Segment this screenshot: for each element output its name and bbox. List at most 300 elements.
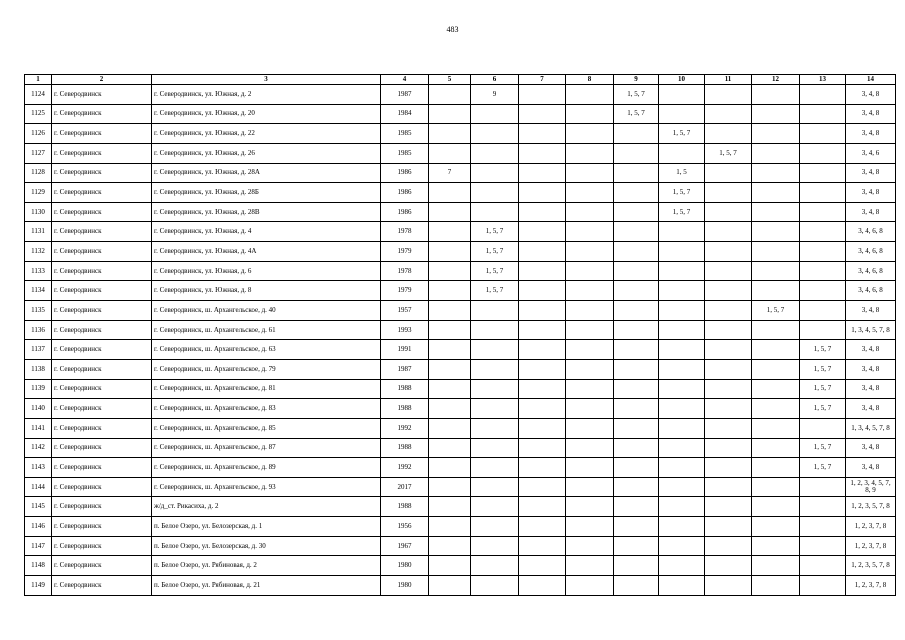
column-11-cell — [705, 104, 752, 124]
column-14-cell: 3, 4, 8 — [846, 85, 896, 105]
table-row — [25, 359, 896, 379]
column-7-cell — [519, 85, 566, 105]
column-13-cell: 1, 5, 7 — [800, 340, 846, 360]
year-cell: 1986 — [381, 202, 429, 222]
row-number-cell: 1126 — [25, 124, 52, 144]
column-6-cell — [471, 399, 519, 419]
column-7-cell — [519, 556, 566, 576]
address-cell: г. Северодвинск, ул. Южная, д. 28В — [152, 202, 381, 222]
column-6-cell — [471, 143, 519, 163]
column-10-cell — [659, 104, 705, 124]
table-row — [25, 301, 896, 321]
column-9-cell: 1, 5, 7 — [614, 85, 659, 105]
column-9-cell — [614, 281, 659, 301]
column-7-cell — [519, 340, 566, 360]
column-14-cell: 3, 4, 6, 8 — [846, 281, 896, 301]
column-6-cell — [471, 536, 519, 556]
column-header: 9 — [614, 75, 659, 85]
row-number-cell: 1124 — [25, 85, 52, 105]
column-12-cell — [752, 85, 800, 105]
column-5-cell — [429, 399, 471, 419]
column-12-cell — [752, 202, 800, 222]
table-row — [25, 576, 896, 596]
column-10-cell: 1, 5, 7 — [659, 202, 705, 222]
municipality-cell: г. Северодвинск — [52, 85, 152, 105]
column-10-cell — [659, 576, 705, 596]
column-12-cell — [752, 222, 800, 242]
row-number-cell: 1133 — [25, 261, 52, 281]
column-9-cell — [614, 222, 659, 242]
column-5-cell — [429, 536, 471, 556]
column-11-cell — [705, 301, 752, 321]
column-11-cell — [705, 242, 752, 262]
data-table — [24, 74, 896, 596]
column-12-cell — [752, 320, 800, 340]
column-6-cell — [471, 183, 519, 203]
column-14-cell: 1, 2, 3, 5, 7, 8 — [846, 497, 896, 517]
column-9-cell — [614, 458, 659, 478]
column-10-cell — [659, 418, 705, 438]
column-12-cell — [752, 183, 800, 203]
table-row — [25, 163, 896, 183]
column-9-cell — [614, 143, 659, 163]
column-header: 12 — [752, 75, 800, 85]
table-row — [25, 340, 896, 360]
column-11-cell — [705, 85, 752, 105]
column-14-cell: 3, 4, 6, 8 — [846, 222, 896, 242]
municipality-cell: г. Северодвинск — [52, 222, 152, 242]
row-number-cell: 1137 — [25, 340, 52, 360]
address-cell: п. Белое Озеро, ул. Белозерская, д. 1 — [152, 517, 381, 537]
column-9-cell — [614, 399, 659, 419]
column-5-cell — [429, 301, 471, 321]
column-5-cell — [429, 281, 471, 301]
municipality-cell: г. Северодвинск — [52, 202, 152, 222]
column-header: 5 — [429, 75, 471, 85]
table-row — [25, 477, 896, 497]
column-11-cell — [705, 379, 752, 399]
year-cell: 1985 — [381, 143, 429, 163]
municipality-cell: г. Северодвинск — [52, 477, 152, 497]
column-14-cell: 3, 4, 8 — [846, 163, 896, 183]
column-8-cell — [566, 85, 614, 105]
column-9-cell — [614, 202, 659, 222]
column-8-cell — [566, 379, 614, 399]
address-cell: г. Северодвинск, ул. Южная, д. 6 — [152, 261, 381, 281]
row-number-cell: 1145 — [25, 497, 52, 517]
column-9-cell — [614, 536, 659, 556]
column-7-cell — [519, 418, 566, 438]
column-11-cell — [705, 340, 752, 360]
row-number-cell: 1131 — [25, 222, 52, 242]
municipality-cell: г. Северодвинск — [52, 104, 152, 124]
column-6-cell: 1, 5, 7 — [471, 222, 519, 242]
column-11-cell — [705, 359, 752, 379]
column-7-cell — [519, 124, 566, 144]
column-11-cell: 1, 5, 7 — [705, 143, 752, 163]
column-13-cell: 1, 5, 7 — [800, 438, 846, 458]
column-8-cell — [566, 222, 614, 242]
table-row — [25, 497, 896, 517]
column-6-cell — [471, 458, 519, 478]
municipality-cell: г. Северодвинск — [52, 261, 152, 281]
column-12-cell — [752, 104, 800, 124]
column-9-cell — [614, 556, 659, 576]
column-10-cell — [659, 222, 705, 242]
municipality-cell: г. Северодвинск — [52, 379, 152, 399]
address-cell: г. Северодвинск, ш. Архангельское, д. 63 — [152, 340, 381, 360]
municipality-cell: г. Северодвинск — [52, 458, 152, 478]
column-8-cell — [566, 497, 614, 517]
table-row — [25, 261, 896, 281]
column-12-cell — [752, 477, 800, 497]
column-5-cell — [429, 379, 471, 399]
column-11-cell — [705, 222, 752, 242]
column-10-cell — [659, 242, 705, 262]
column-9-cell — [614, 183, 659, 203]
column-6-cell: 9 — [471, 85, 519, 105]
column-13-cell — [800, 261, 846, 281]
column-7-cell — [519, 183, 566, 203]
column-11-cell — [705, 281, 752, 301]
column-10-cell — [659, 143, 705, 163]
column-9-cell — [614, 477, 659, 497]
table-row — [25, 104, 896, 124]
column-9-cell — [614, 163, 659, 183]
column-11-cell — [705, 576, 752, 596]
column-13-cell — [800, 124, 846, 144]
municipality-cell: г. Северодвинск — [52, 163, 152, 183]
column-7-cell — [519, 379, 566, 399]
column-14-cell: 1, 2, 3, 4, 5, 7, 8, 9 — [846, 477, 896, 497]
column-8-cell — [566, 301, 614, 321]
column-5-cell: 7 — [429, 163, 471, 183]
column-6-cell: 1, 5, 7 — [471, 281, 519, 301]
column-5-cell — [429, 576, 471, 596]
column-6-cell — [471, 124, 519, 144]
column-5-cell — [429, 340, 471, 360]
header-row — [25, 75, 896, 85]
municipality-cell: г. Северодвинск — [52, 340, 152, 360]
column-7-cell — [519, 576, 566, 596]
row-number-cell: 1148 — [25, 556, 52, 576]
year-cell: 1993 — [381, 320, 429, 340]
column-13-cell — [800, 281, 846, 301]
row-number-cell: 1129 — [25, 183, 52, 203]
column-8-cell — [566, 320, 614, 340]
column-10-cell: 1, 5, 7 — [659, 183, 705, 203]
column-9-cell — [614, 359, 659, 379]
column-5-cell — [429, 517, 471, 537]
row-number-cell: 1138 — [25, 359, 52, 379]
column-6-cell — [471, 517, 519, 537]
column-8-cell — [566, 399, 614, 419]
column-8-cell — [566, 104, 614, 124]
column-11-cell — [705, 438, 752, 458]
column-7-cell — [519, 261, 566, 281]
column-5-cell — [429, 418, 471, 438]
column-header: 1 — [25, 75, 52, 85]
column-11-cell — [705, 536, 752, 556]
column-6-cell — [471, 104, 519, 124]
column-5-cell — [429, 458, 471, 478]
column-6-cell — [471, 163, 519, 183]
column-6-cell — [471, 340, 519, 360]
column-8-cell — [566, 556, 614, 576]
column-6-cell: 1, 5, 7 — [471, 242, 519, 262]
row-number-cell: 1139 — [25, 379, 52, 399]
column-5-cell — [429, 183, 471, 203]
table-row — [25, 399, 896, 419]
address-cell: г. Северодвинск, ул. Южная, д. 4А — [152, 242, 381, 262]
row-number-cell: 1146 — [25, 517, 52, 537]
column-12-cell — [752, 536, 800, 556]
column-5-cell — [429, 556, 471, 576]
column-11-cell — [705, 497, 752, 517]
column-12-cell — [752, 143, 800, 163]
column-12-cell — [752, 438, 800, 458]
row-number-cell: 1128 — [25, 163, 52, 183]
address-cell: г. Северодвинск, ш. Архангельское, д. 89 — [152, 458, 381, 478]
column-7-cell — [519, 242, 566, 262]
column-14-cell: 1, 2, 3, 7, 8 — [846, 576, 896, 596]
address-cell: г. Северодвинск, ш. Архангельское, д. 61 — [152, 320, 381, 340]
column-13-cell — [800, 320, 846, 340]
year-cell: 1992 — [381, 458, 429, 478]
column-9-cell — [614, 517, 659, 537]
column-7-cell — [519, 497, 566, 517]
address-cell: г. Северодвинск, ш. Архангельское, д. 87 — [152, 438, 381, 458]
column-12-cell — [752, 458, 800, 478]
column-12-cell — [752, 359, 800, 379]
column-13-cell — [800, 143, 846, 163]
row-number-cell: 1132 — [25, 242, 52, 262]
row-number-cell: 1136 — [25, 320, 52, 340]
column-10-cell — [659, 320, 705, 340]
column-5-cell — [429, 202, 471, 222]
row-number-cell: 1135 — [25, 301, 52, 321]
column-7-cell — [519, 399, 566, 419]
year-cell: 1979 — [381, 281, 429, 301]
column-7-cell — [519, 202, 566, 222]
address-cell: г. Северодвинск, ул. Южная, д. 22 — [152, 124, 381, 144]
column-13-cell — [800, 202, 846, 222]
column-10-cell — [659, 301, 705, 321]
column-header: 7 — [519, 75, 566, 85]
column-10-cell — [659, 477, 705, 497]
address-cell: ж/д_ст. Рикасиха, д. 2 — [152, 497, 381, 517]
row-number-cell: 1147 — [25, 536, 52, 556]
address-cell: г. Северодвинск, ш. Архангельское, д. 93 — [152, 477, 381, 497]
column-8-cell — [566, 458, 614, 478]
table-row — [25, 438, 896, 458]
table-row — [25, 418, 896, 438]
column-10-cell — [659, 556, 705, 576]
column-8-cell — [566, 281, 614, 301]
column-header: 3 — [152, 75, 381, 85]
column-7-cell — [519, 477, 566, 497]
column-8-cell — [566, 536, 614, 556]
column-13-cell: 1, 5, 7 — [800, 359, 846, 379]
column-6-cell — [471, 379, 519, 399]
column-7-cell — [519, 301, 566, 321]
address-cell: г. Северодвинск, ул. Южная, д. 28Б — [152, 183, 381, 203]
year-cell: 1980 — [381, 556, 429, 576]
column-11-cell — [705, 458, 752, 478]
table-row — [25, 320, 896, 340]
column-6-cell — [471, 438, 519, 458]
column-7-cell — [519, 320, 566, 340]
address-cell: г. Северодвинск, ул. Южная, д. 20 — [152, 104, 381, 124]
column-11-cell — [705, 556, 752, 576]
column-8-cell — [566, 359, 614, 379]
municipality-cell: г. Северодвинск — [52, 359, 152, 379]
column-10-cell — [659, 497, 705, 517]
column-13-cell — [800, 104, 846, 124]
municipality-cell: г. Северодвинск — [52, 497, 152, 517]
column-12-cell — [752, 379, 800, 399]
municipality-cell: г. Северодвинск — [52, 418, 152, 438]
municipality-cell: г. Северодвинск — [52, 143, 152, 163]
column-9-cell: 1, 5, 7 — [614, 104, 659, 124]
table-row — [25, 242, 896, 262]
table-row — [25, 281, 896, 301]
column-12-cell — [752, 576, 800, 596]
address-cell: г. Северодвинск, ш. Архангельское, д. 81 — [152, 379, 381, 399]
column-6-cell: 1, 5, 7 — [471, 261, 519, 281]
column-header: 11 — [705, 75, 752, 85]
column-header: 2 — [52, 75, 152, 85]
column-13-cell — [800, 576, 846, 596]
column-8-cell — [566, 163, 614, 183]
column-14-cell: 3, 4, 8 — [846, 438, 896, 458]
column-9-cell — [614, 124, 659, 144]
address-cell: г. Северодвинск, ул. Южная, д. 2 — [152, 85, 381, 105]
year-cell: 1978 — [381, 222, 429, 242]
year-cell: 1985 — [381, 124, 429, 144]
column-13-cell — [800, 536, 846, 556]
column-8-cell — [566, 202, 614, 222]
year-cell: 1984 — [381, 104, 429, 124]
year-cell: 1987 — [381, 359, 429, 379]
column-header: 10 — [659, 75, 705, 85]
column-7-cell — [519, 104, 566, 124]
row-number-cell: 1142 — [25, 438, 52, 458]
column-12-cell — [752, 497, 800, 517]
column-7-cell — [519, 222, 566, 242]
column-5-cell — [429, 320, 471, 340]
column-14-cell: 3, 4, 8 — [846, 124, 896, 144]
column-header: 14 — [846, 75, 896, 85]
column-12-cell — [752, 556, 800, 576]
column-header: 6 — [471, 75, 519, 85]
column-7-cell — [519, 143, 566, 163]
column-header: 4 — [381, 75, 429, 85]
column-9-cell — [614, 497, 659, 517]
column-14-cell: 3, 4, 6, 8 — [846, 261, 896, 281]
column-13-cell — [800, 556, 846, 576]
column-7-cell — [519, 359, 566, 379]
column-14-cell: 3, 4, 8 — [846, 458, 896, 478]
row-number-cell: 1130 — [25, 202, 52, 222]
column-13-cell — [800, 163, 846, 183]
column-11-cell — [705, 124, 752, 144]
column-6-cell — [471, 418, 519, 438]
municipality-cell: г. Северодвинск — [52, 399, 152, 419]
municipality-cell: г. Северодвинск — [52, 438, 152, 458]
column-13-cell: 1, 5, 7 — [800, 458, 846, 478]
row-number-cell: 1149 — [25, 576, 52, 596]
column-11-cell — [705, 399, 752, 419]
column-12-cell — [752, 340, 800, 360]
year-cell: 1957 — [381, 301, 429, 321]
column-8-cell — [566, 576, 614, 596]
column-10-cell — [659, 517, 705, 537]
column-5-cell — [429, 477, 471, 497]
column-14-cell: 3, 4, 8 — [846, 301, 896, 321]
column-11-cell — [705, 183, 752, 203]
row-number-cell: 1143 — [25, 458, 52, 478]
year-cell: 1956 — [381, 517, 429, 537]
table-row — [25, 202, 896, 222]
column-14-cell: 1, 2, 3, 5, 7, 8 — [846, 556, 896, 576]
column-13-cell — [800, 242, 846, 262]
column-14-cell: 3, 4, 8 — [846, 202, 896, 222]
column-5-cell — [429, 222, 471, 242]
year-cell: 1979 — [381, 242, 429, 262]
column-8-cell — [566, 242, 614, 262]
column-14-cell: 3, 4, 8 — [846, 104, 896, 124]
page-number: 483 — [446, 25, 459, 34]
column-10-cell — [659, 281, 705, 301]
column-10-cell — [659, 458, 705, 478]
municipality-cell: г. Северодвинск — [52, 556, 152, 576]
address-cell: г. Северодвинск, ш. Архангельское, д. 40 — [152, 301, 381, 321]
column-7-cell — [519, 536, 566, 556]
column-9-cell — [614, 379, 659, 399]
column-10-cell — [659, 399, 705, 419]
column-6-cell — [471, 556, 519, 576]
address-cell: п. Белое Озеро, ул. Рябиновая, д. 2 — [152, 556, 381, 576]
column-14-cell: 3, 4, 8 — [846, 399, 896, 419]
column-6-cell — [471, 320, 519, 340]
column-10-cell — [659, 340, 705, 360]
address-cell: п. Белое Озеро, ул. Рябиновая, д. 21 — [152, 576, 381, 596]
column-13-cell — [800, 183, 846, 203]
column-13-cell — [800, 477, 846, 497]
municipality-cell: г. Северодвинск — [52, 320, 152, 340]
address-cell: п. Белое Озеро, ул. Белозерская, д. 30 — [152, 536, 381, 556]
column-13-cell: 1, 5, 7 — [800, 399, 846, 419]
year-cell: 1987 — [381, 85, 429, 105]
column-14-cell: 1, 2, 3, 7, 8 — [846, 517, 896, 537]
year-cell: 2017 — [381, 477, 429, 497]
column-10-cell — [659, 85, 705, 105]
column-10-cell — [659, 536, 705, 556]
row-number-cell: 1144 — [25, 477, 52, 497]
year-cell: 1986 — [381, 183, 429, 203]
column-5-cell — [429, 497, 471, 517]
row-number-cell: 1141 — [25, 418, 52, 438]
address-cell: г. Северодвинск, ул. Южная, д. 28А — [152, 163, 381, 183]
table-row — [25, 458, 896, 478]
municipality-cell: г. Северодвинск — [52, 124, 152, 144]
table-row — [25, 183, 896, 203]
column-5-cell — [429, 261, 471, 281]
column-10-cell — [659, 438, 705, 458]
column-8-cell — [566, 143, 614, 163]
year-cell: 1988 — [381, 379, 429, 399]
